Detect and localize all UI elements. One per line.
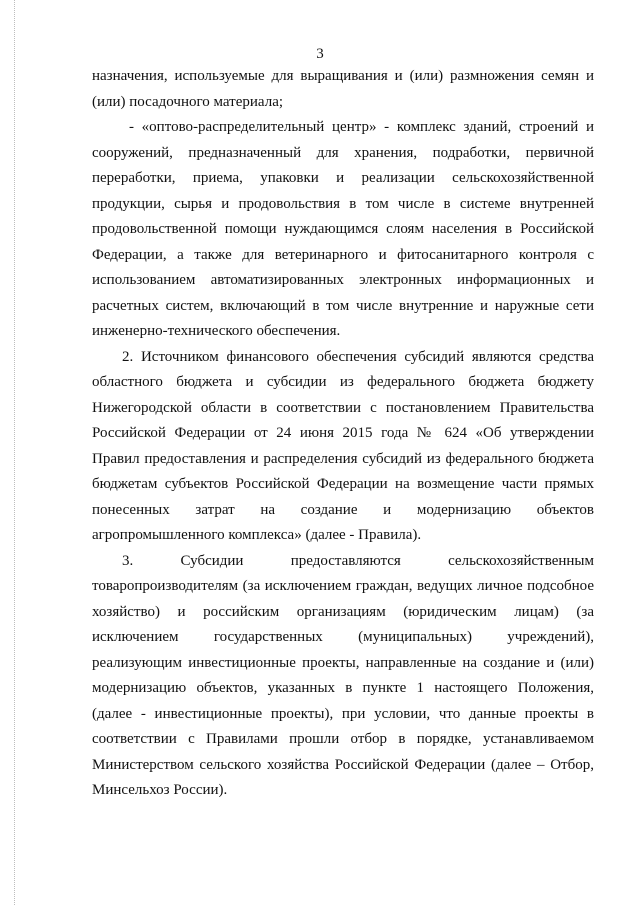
text-line: Российской Федерации от 24 июня 2015 года № 624 «Об утверждении	[92, 425, 594, 441]
text-line: соответствии с Правилами прошли отбор в порядке, устанавливаемом	[92, 731, 594, 747]
text-line: сооружений, предназначенный для хранения, подработки, первичной	[92, 144, 594, 161]
page-edge-line	[14, 0, 16, 905]
text-line: (или) посадочного материала;	[92, 93, 284, 110]
text-line: - «оптово-распределительный центр» - комплекс зданий, строений и	[129, 119, 594, 135]
text-line: расчетных систем, включающий в том числе внутренние и наружные сети	[92, 297, 594, 314]
text-line: Нижегородской области в соответствии с постановлением Правительства	[92, 399, 594, 416]
text-line: Федерации, а также для ветеринарного и фитосанитарного контроля с	[92, 246, 594, 263]
page-number: 3	[316, 46, 324, 62]
text-line: 2. Источником финансового обеспечения субсидий являются средства	[122, 348, 594, 365]
text-line: Правил предоставления и распределения субсидий из федерального бюджета	[92, 450, 594, 467]
text-line: агропромышленного комплекса» (далее - Правила).	[92, 527, 422, 543]
document-body	[92, 64, 594, 804]
text-line: продовольственной помощи нуждающимся слоям населения в Российской	[92, 221, 594, 237]
text-line: продукции, сырья и продовольствия в том числе в системе внутренней	[92, 195, 594, 212]
text-line: Министерством сельского хозяйства Российской Федерации (далее – Отбор,	[92, 756, 594, 773]
text-line: использованием автоматизированных электронных информационных и	[92, 272, 594, 288]
text-line: областного бюджета и субсидии из федерального бюджета бюджету	[92, 374, 594, 390]
text-line: 3. Субсидии предоставляются сельскохозяйственным	[122, 552, 594, 569]
text-line: Минсельхоз России).	[92, 782, 228, 798]
text-line: переработки, приема, упаковки и реализации сельскохозяйственной	[92, 170, 594, 186]
text-line: реализующим инвестиционные проекты, направленные на создание и (или)	[92, 654, 594, 671]
text-line: исключением государственных (муниципальных) учреждений),	[92, 629, 594, 645]
text-line: хозяйство) и российским организациям (юридическим лицам) (за	[92, 603, 594, 620]
text-line: инженерно-технического обеспечения.	[92, 323, 341, 339]
text-line: бюджетам субъектов Российской Федерации на возмещение части прямых	[92, 476, 594, 492]
text-line: (далее - инвестиционные проекты), при условии, что данные проекты в	[92, 705, 594, 722]
text-line: модернизацию объектов, указанных в пункте 1 настоящего Положения,	[92, 680, 594, 696]
text-line: понесенных затрат на создание и модернизацию объектов	[92, 501, 594, 518]
text-line: назначения, используемые для выращивания и (или) размножения семян и	[92, 68, 594, 84]
text-line: товаропроизводителям (за исключением граждан, ведущих личное подсобное	[92, 578, 594, 594]
